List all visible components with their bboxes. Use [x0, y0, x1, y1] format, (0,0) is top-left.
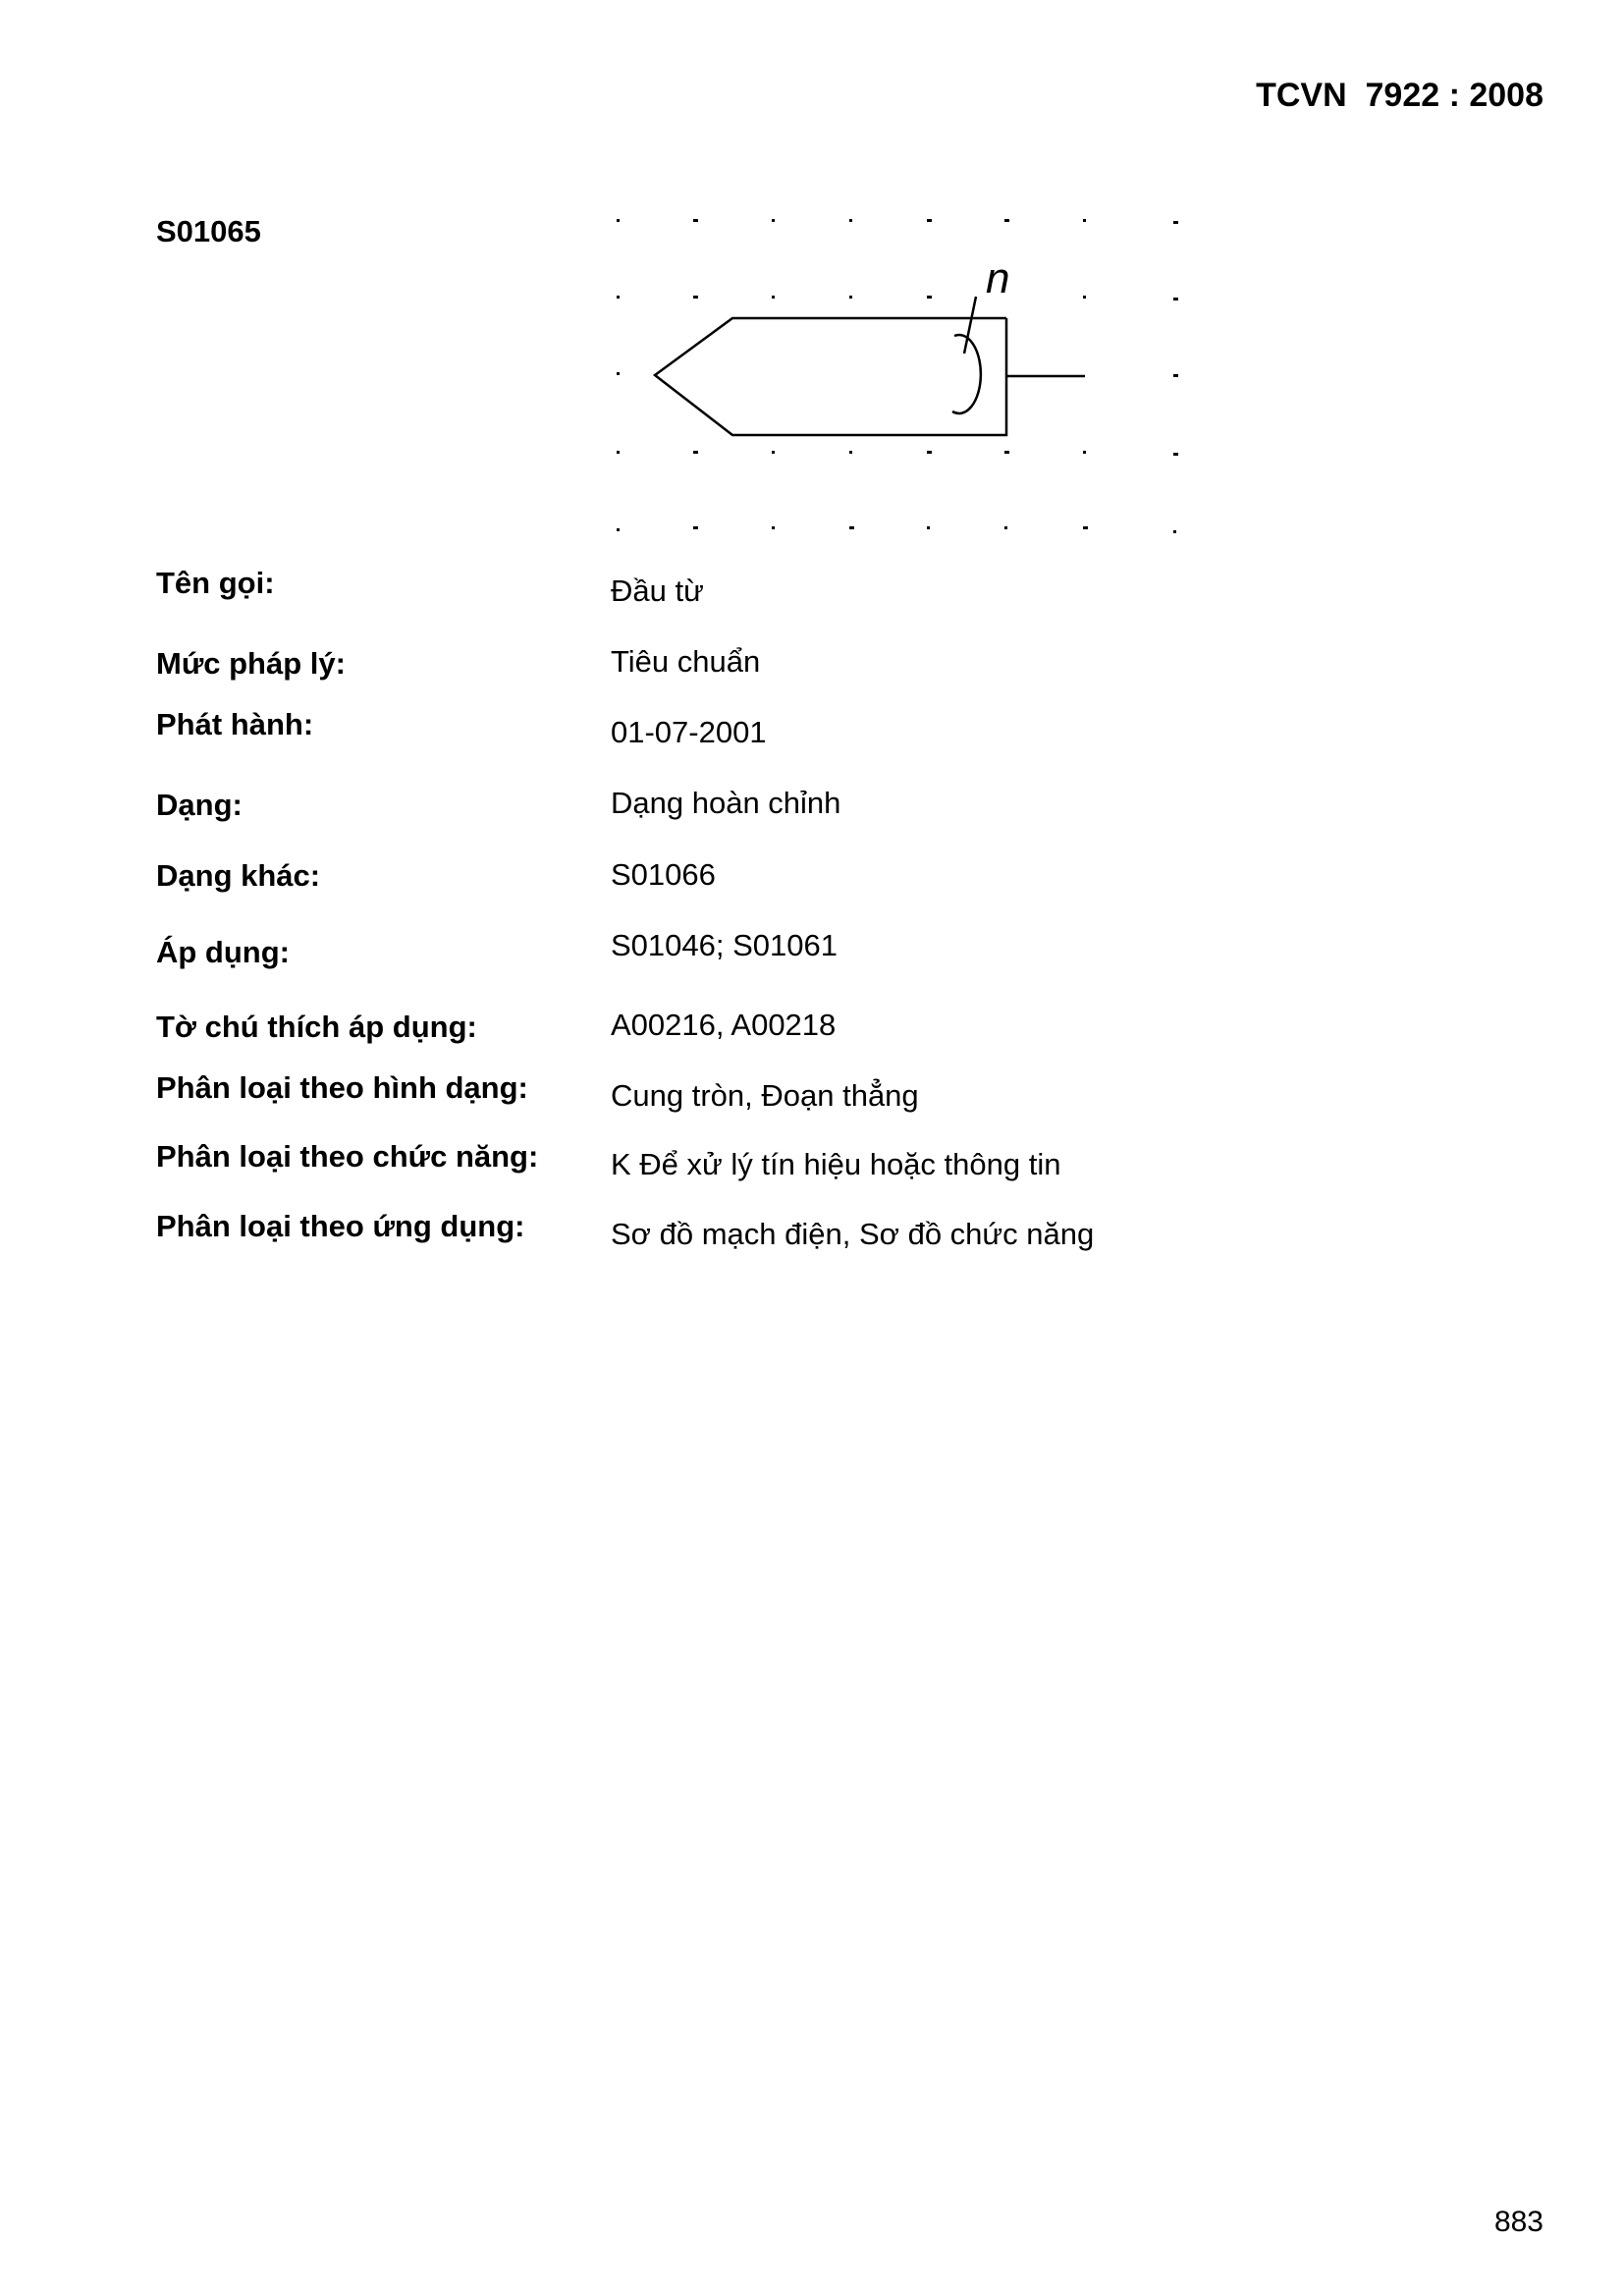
field-value-other-form: S01066: [611, 857, 716, 892]
magnetic-head-symbol-icon: [589, 196, 1198, 550]
field-label-shape-class: Phân loại theo hình dạng:: [156, 1070, 528, 1105]
field-value-issued: 01-07-2001: [611, 715, 767, 749]
field-label-application-class: Phân loại theo ứng dụng:: [156, 1209, 525, 1243]
document-header: TCVN 7922 : 2008: [1256, 77, 1543, 114]
symbol-label-n: n: [986, 254, 1010, 302]
head-outline: [655, 297, 1085, 435]
field-value-application-notes: A00216, A00218: [611, 1008, 837, 1042]
symbol-code: S01065: [156, 214, 261, 248]
field-label-name: Tên gọi:: [156, 566, 275, 600]
field-label-application-notes: Tờ chú thích áp dụng:: [156, 1010, 477, 1044]
field-label-other-form: Dạng khác:: [156, 858, 321, 893]
field-value-name: Đầu từ: [611, 574, 704, 608]
field-value-legal-level: Tiêu chuẩn: [611, 644, 761, 679]
field-label-applies: Áp dụng:: [156, 935, 291, 969]
field-value-applies: S01046; S01061: [611, 928, 838, 962]
field-label-function-class: Phân loại theo chức năng:: [156, 1139, 539, 1174]
grid-dots: [617, 219, 1178, 533]
field-value-form: Dạng hoàn chỉnh: [611, 786, 841, 820]
field-label-issued: Phát hành:: [156, 707, 314, 741]
field-value-application-class: Sơ đồ mạch điện, Sơ đồ chức năng: [611, 1217, 1095, 1251]
field-value-function-class: K Để xử lý tín hiệu hoặc thông tin: [611, 1147, 1061, 1181]
field-label-legal-level: Mức pháp lý:: [156, 646, 346, 681]
field-value-shape-class: Cung tròn, Đoạn thẳng: [611, 1078, 919, 1113]
page-number: 883: [1493, 2206, 1543, 2238]
field-label-form: Dạng:: [156, 788, 243, 822]
